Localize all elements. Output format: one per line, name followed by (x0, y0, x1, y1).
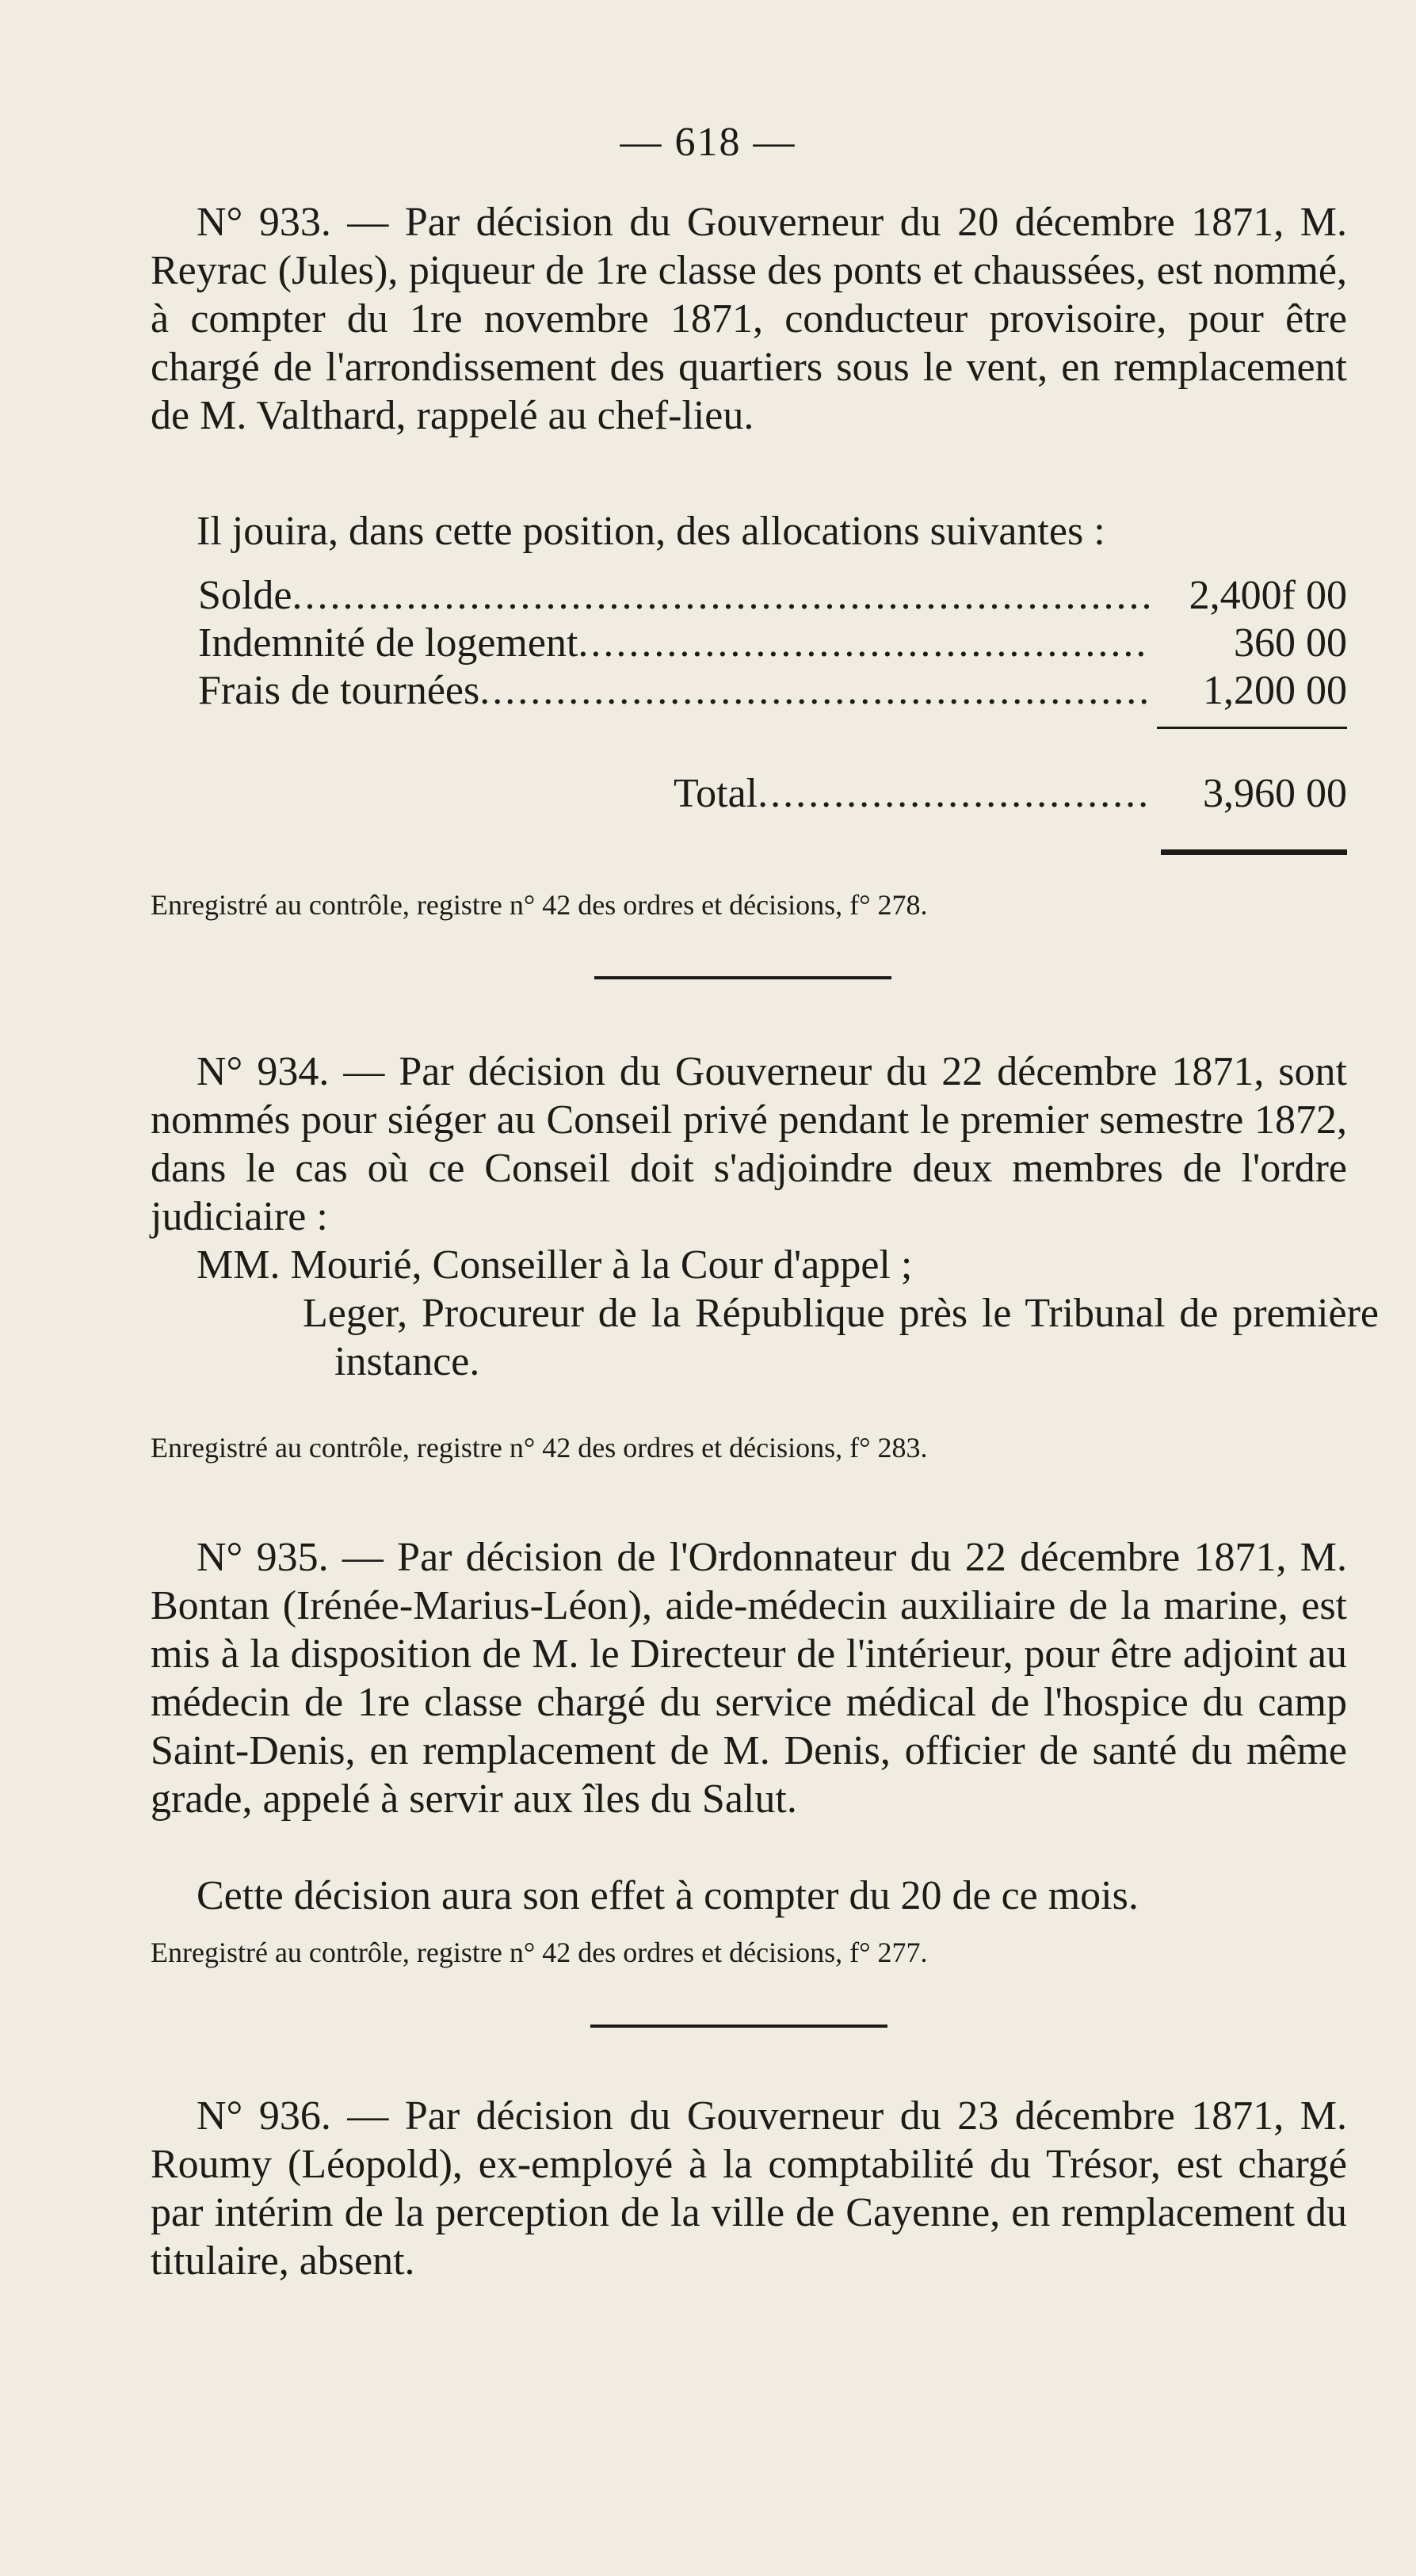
entry-935-effect: Cette décision aura son effet à compter du 20 de ce mois. (197, 1873, 1139, 1918)
allocation-amount: 360 00 (1234, 620, 1347, 666)
entry-934-member-1: MM. Mourié, Conseiller à la Cour d'appel ; (197, 1242, 913, 1288)
allocation-amount: 1,200 00 (1203, 668, 1347, 713)
entry-934-registration: Enregistré au contrôle, registre n° 42 des ordres et décisions, f° 283. (151, 1432, 928, 1464)
allocation-label: Frais de tournées (198, 668, 480, 713)
total-amount: 3,960 00 (1203, 771, 1347, 816)
entry-935-registration: Enregistré au contrôle, registre n° 42 des ordres et décisions, f° 277. (151, 1937, 928, 1968)
allocation-label: Indemnité de logement (198, 620, 578, 666)
entry-935-text: N° 935. — Par décision de l'Ordonnateur du 22 décembre 1871, M. Bontan (Irénée-Marius-Léon), aide-médecin auxiliaire de la marine, est mis à la disposition de M. le Directeur de l'intérieur, pour être adjoint au médecin de 1re classe chargé du service médical de l'hospice du camp Saint-Denis, en remplacement de M. Denis, officier de santé du même grade, appelé à servir aux îles du Salut. (151, 1535, 1347, 1822)
allocation-row (198, 620, 1347, 667)
entry-936-text: N° 936. — Par décision du Gouverneur du 23 décembre 1871, M. Roumy (Léopold), ex-employé à la comptabilité du Trésor, est chargé par intérim de la perception de la ville de Cayenne, en remplacement du titulaire, absent. (151, 2093, 1347, 2284)
section-divider (590, 2025, 887, 2028)
entry-933-registration: Enregistré au contrôle, registre n° 42 des ordres et décisions, f° 278. (151, 889, 928, 921)
subtotal-rule (1157, 727, 1347, 729)
allocation-row (198, 572, 1347, 620)
total-rule (1161, 849, 1347, 855)
entry-933-allocations-intro: Il jouira, dans cette position, des allocations suivantes : (197, 509, 1105, 554)
total-row (674, 770, 1347, 818)
entry-934-member-2: Leger, Procureur de la République près le Tribunal de première instance. (303, 1291, 1379, 1384)
allocation-label: Solde (198, 573, 292, 618)
entry-934-text: N° 934. — Par décision du Gouverneur du 22 décembre 1871, sont nommés pour siéger au Conseil privé pendant le premier semestre 1872, dans le cas où ce Conseil doit s'adjoindre deux membres de l'ordre judiciaire : (151, 1049, 1347, 1239)
allocation-row (198, 667, 1347, 715)
total-label: Total (674, 771, 758, 816)
allocation-amount: 2,400f 00 (1189, 573, 1347, 618)
section-divider (594, 976, 891, 979)
page-number: — 618 — (620, 120, 796, 165)
entry-933-text: N° 933. — Par décision du Gouverneur du 20 décembre 1871, M. Reyrac (Jules), piqueur de 1re classe des ponts et chaussées, est nommé, à compter du 1re novembre 1871, conducteur provisoire, pour être chargé de l'arrondissement des quartiers sous le vent, en remplacement de M. Valthard, rappelé au chef-lieu. (151, 200, 1347, 438)
